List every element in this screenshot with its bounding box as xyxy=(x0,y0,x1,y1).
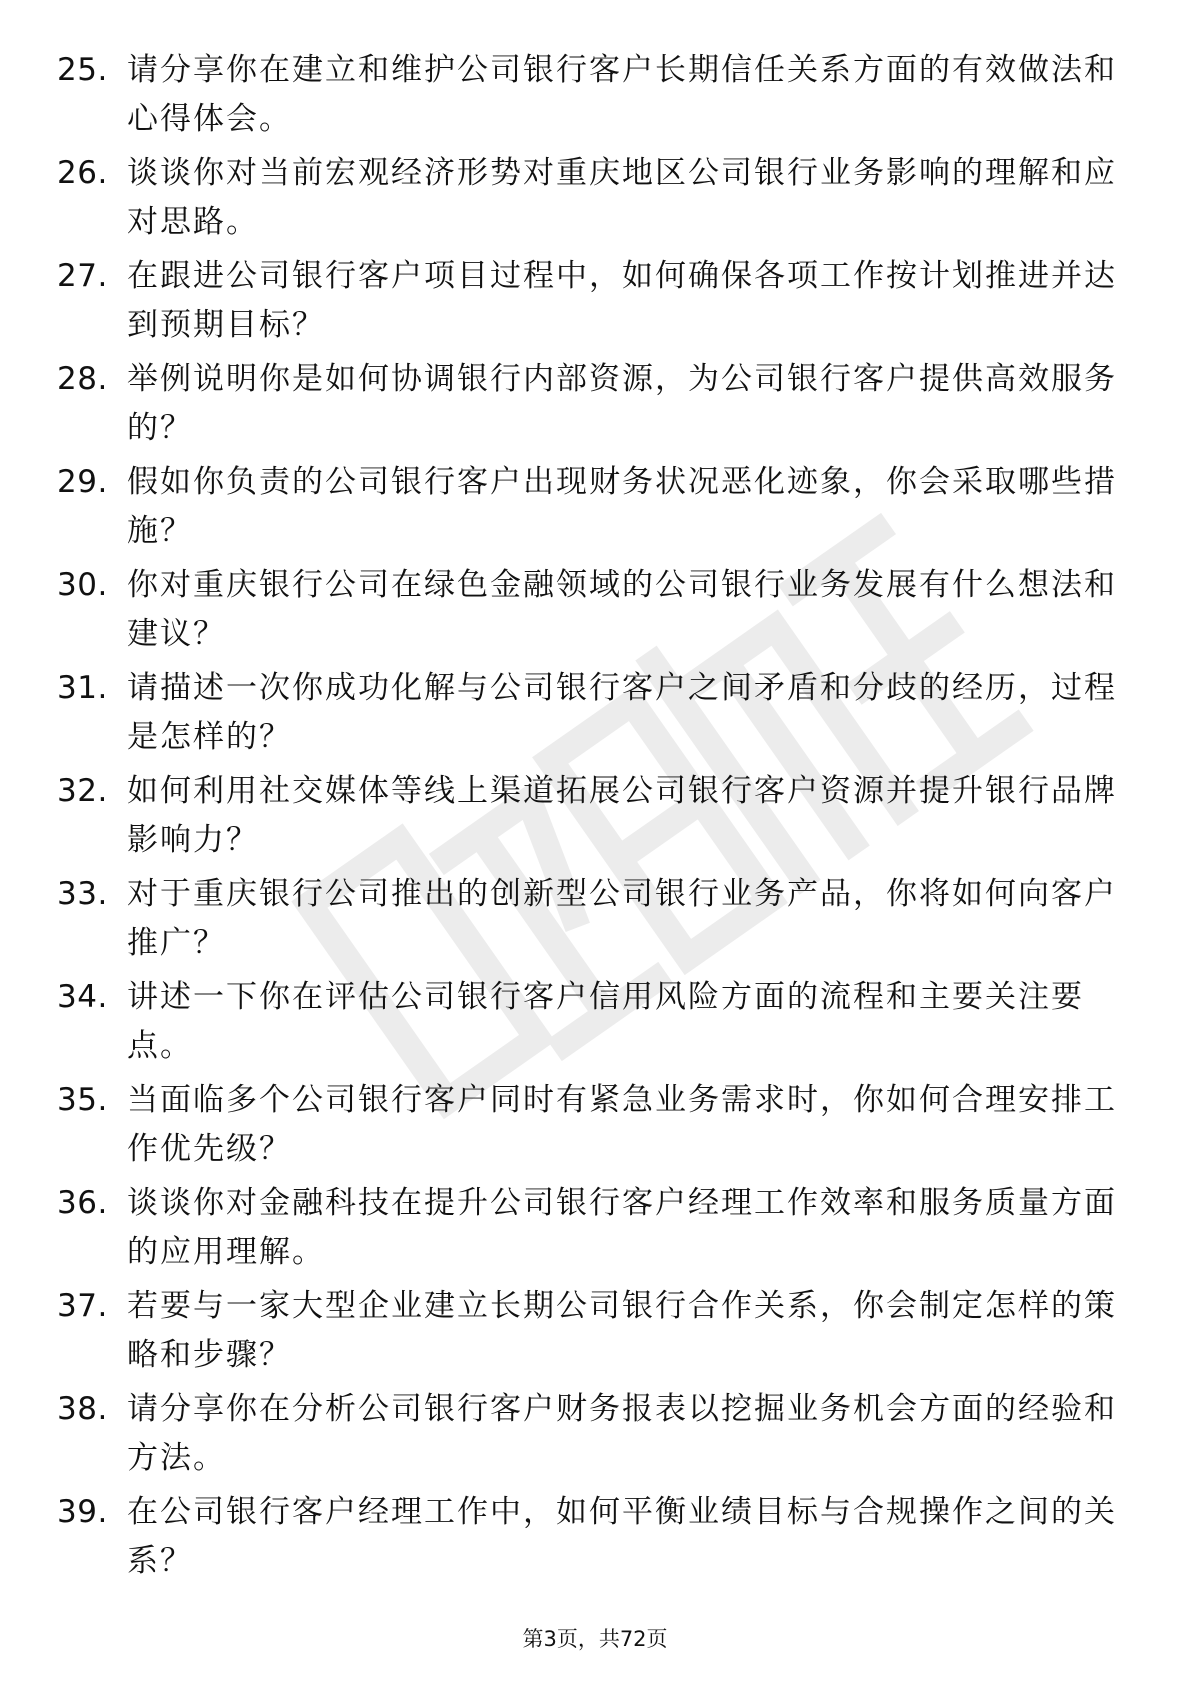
question-text: 谈谈你对金融科技在提升公司银行客户经理工作效率和服务质量方面的应用理解。 xyxy=(127,1185,1117,1270)
question-number: 27. xyxy=(57,258,108,294)
question-item xyxy=(57,355,1137,458)
question-item xyxy=(57,870,1137,973)
question-item xyxy=(57,149,1137,252)
question-number: 33. xyxy=(57,876,108,912)
question-text: 若要与一家大型企业建立长期公司银行合作关系，你会制定怎样的策略和步骤？ xyxy=(127,1288,1117,1373)
question-text: 在公司银行客户经理工作中，如何平衡业绩目标与合规操作之间的关系？ xyxy=(127,1494,1117,1579)
question-number: 25. xyxy=(57,52,108,88)
question-text: 在跟进公司银行客户项目过程中，如何确保各项工作按计划推进并达到预期目标？ xyxy=(127,258,1117,343)
question-number: 28. xyxy=(57,361,108,397)
question-item xyxy=(57,458,1137,561)
question-text: 如何利用社交媒体等线上渠道拓展公司银行客户资源并提升银行品牌影响力？ xyxy=(127,773,1117,858)
question-item xyxy=(57,1282,1137,1385)
question-text: 对于重庆银行公司推出的创新型公司银行业务产品，你将如何向客户推广？ xyxy=(127,876,1117,961)
question-item xyxy=(57,561,1137,664)
question-text: 讲述一下你在评估公司银行客户信用风险方面的流程和主要关注要点。 xyxy=(127,979,1084,1064)
question-text: 假如你负责的公司银行客户出现财务状况恶化迹象，你会采取哪些措施？ xyxy=(127,464,1117,549)
question-item xyxy=(57,767,1137,870)
question-item xyxy=(57,46,1137,149)
question-item xyxy=(57,1076,1137,1179)
question-text: 当面临多个公司银行客户同时有紧急业务需求时，你如何合理安排工作优先级？ xyxy=(127,1082,1117,1167)
question-text: 你对重庆银行公司在绿色金融领域的公司银行业务发展有什么想法和建议？ xyxy=(127,567,1117,652)
page-indicator: 第3页，共72页 xyxy=(522,1627,668,1651)
question-number: 37. xyxy=(57,1288,108,1324)
question-number: 29. xyxy=(57,464,108,500)
question-number: 32. xyxy=(57,773,108,809)
question-number: 35. xyxy=(57,1082,108,1118)
question-item xyxy=(57,252,1137,355)
question-number: 36. xyxy=(57,1185,108,1221)
question-item xyxy=(57,973,1137,1076)
question-number: 30. xyxy=(57,567,108,603)
question-list xyxy=(57,46,1137,1591)
question-number: 38. xyxy=(57,1391,108,1427)
question-item xyxy=(57,1488,1137,1591)
question-number: 34. xyxy=(57,979,108,1015)
question-item xyxy=(57,1179,1137,1282)
question-number: 39. xyxy=(57,1494,108,1530)
question-text: 谈谈你对当前宏观经济形势对重庆地区公司银行业务影响的理解和应对思路。 xyxy=(127,155,1117,240)
question-item xyxy=(57,664,1137,767)
question-item xyxy=(57,1385,1137,1488)
question-text: 请分享你在分析公司银行客户财务报表以挖掘业务机会方面的经验和方法。 xyxy=(127,1391,1117,1476)
question-number: 26. xyxy=(57,155,108,191)
question-text: 请描述一次你成功化解与公司银行客户之间矛盾和分歧的经历，过程是怎样的？ xyxy=(127,670,1117,755)
question-text: 请分享你在建立和维护公司银行客户长期信任关系方面的有效做法和心得体会。 xyxy=(127,52,1117,137)
question-text: 举例说明你是如何协调银行内部资源，为公司银行客户提供高效服务的？ xyxy=(127,361,1117,446)
question-number: 31. xyxy=(57,670,108,706)
